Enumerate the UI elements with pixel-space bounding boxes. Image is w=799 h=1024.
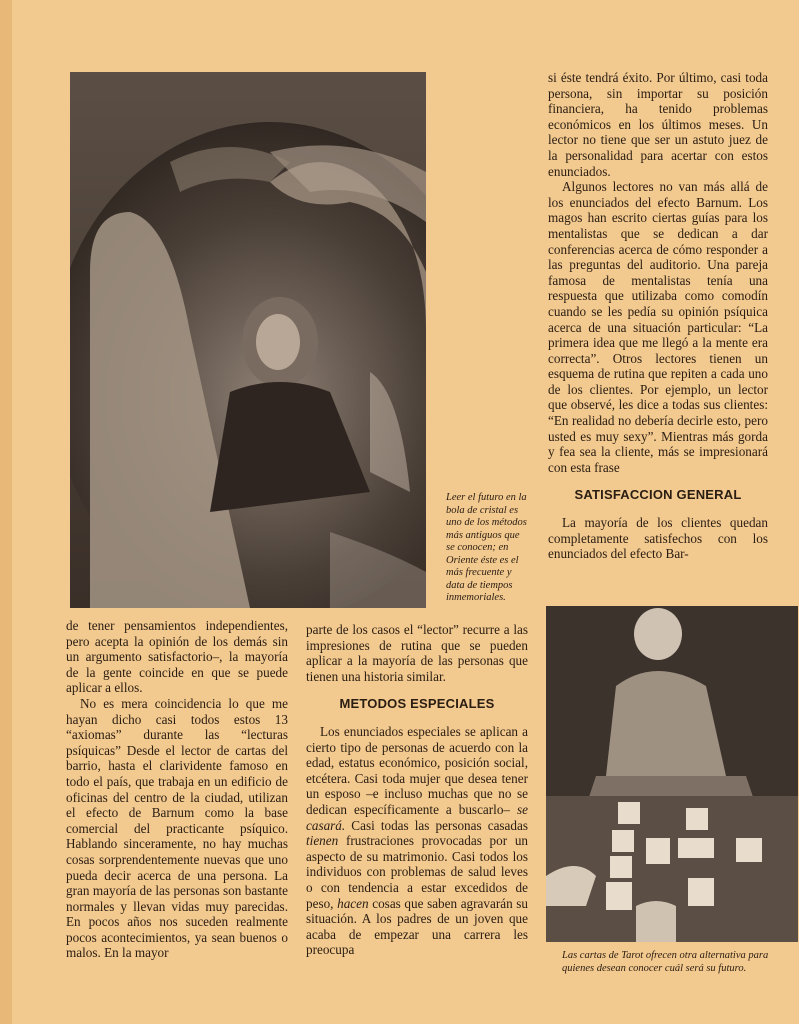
crystal-ball-caption: Leer el futuro en la bola de cristal es uno de los métodos más antiguos que se conocen; en Oriente éste es el más frecuente y data de tiempos inmemoriales.	[446, 492, 527, 603]
right-column-text	[548, 70, 768, 562]
left-column-text	[66, 618, 288, 961]
page-edge	[0, 0, 12, 1024]
paragraph: Algunos lectores no van más allá de los enunciados del efecto Barnum. Los magos han escrito ciertas guías para los mentalistas que se dedican a dar conferencias acerca de cómo responder a las preguntas del auditorio. Una pareja famosa de mentalistas tenía una respuesta que utilizaba como comodín cuando se les pedía su opinión psíquica acerca de una situación particular: “La primera idea que me llegó a la mente era correcta”. Otros lectores tienen un esquema de rutina que repiten a cada uno de los clientes. Por ejemplo, un lector que observé, les dice a todas sus clientes: “En realidad no debería decirle esto, pero usted es muy sexy”. Mientras más gorda y fea sea la cliente, más se impresionará con esta frase	[548, 179, 768, 475]
paragraph: si éste tendrá éxito. Por último, casi toda persona, sin importar su posición financiera, ha tenido problemas económicos en los últimos meses. Un lector no tiene que ser un astuto juez de la personalidad para acertar con estos enunciados.	[548, 70, 768, 179]
section-heading: SATISFACCION GENERAL	[574, 487, 742, 503]
paragraph: Los enunciados especiales se aplican a cierto tipo de personas de acuerdo con la edad, estatus económico, posición social, etcétera. Casi toda mujer que desea tener un esposo –e incluso muchas que no se dedican específicamente a buscarlo– se casará. Casi todas las personas casadas tienen frustraciones provocadas por un aspecto de su matrimonio. Casi todos los individuos con problemas de salud leves o con tendencia a estar excedidos de peso, hacen cosas que saben agravarán su situación. A los padres de un joven que acaba de empezar una carrera les preocupa	[306, 723, 529, 958]
paragraph: parte de los casos el “lector” recurre a las impresiones de rutina que se pueden aplicar a la mayoría de las personas que tienen una historia similar.	[306, 622, 528, 684]
paragraph: de tener pensamientos independientes, pero acepta la opinión de los demás sin un argumento satisfactorio–, la mayoría de la gente coincide en que se puede aplicar a ellos.	[66, 618, 288, 696]
section-heading: METODOS ESPECIALES	[339, 696, 495, 712]
crystal-ball-photo	[70, 72, 426, 608]
tarot-caption: Las cartas de Tarot ofrecen otra alternativa para quienes desean conocer cuál será su futuro.	[562, 950, 769, 974]
tarot-photo	[546, 606, 798, 942]
paragraph: La mayoría de los clientes quedan completamente satisfechos con los enunciados del efecto Bar-	[548, 515, 768, 562]
paragraph: No es mera coincidencia lo que me hayan dicho casi todos estos 13 “axiomas” durante las “lecturas psíquicas” Desde el lector de cartas del barrio, hasta el clarividente famoso en todo el país, que trabaja en un edificio de oficinas del centro de la ciudad, utilizan el efecto de Barnum como la base comercial del practicante psíquico. Hablando sinceramente, no hay muchas cosas sorprendentemente nuevas que uno pueda decir acerca de una persona. La gran mayoría de las personas son bastante normales y llevan vidas muy parecidas. En pocos años nos suceden realmente pocos acontecimientos, ya sean buenos o malos. En la mayor	[66, 695, 288, 961]
middle-column-text	[306, 622, 528, 958]
